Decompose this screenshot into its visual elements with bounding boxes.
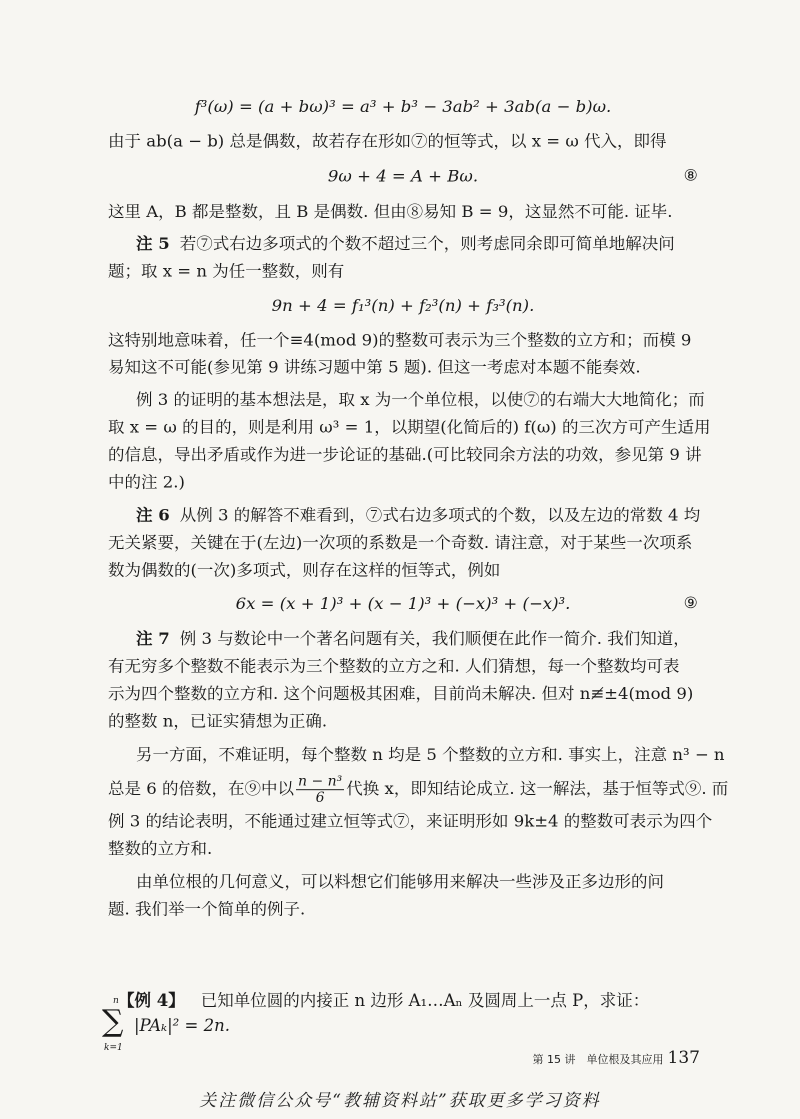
equation-9: 6x = (x + 1)³ + (x − 1)³ + (−x)³ + (−x)³. [235,594,571,613]
paragraph-3-line-2: 易知这不可能(参见第 9 讲练习题中第 5 题). 但这一考虑对本题不能奏效. [108,358,641,377]
note-6-heading: 注 6 [136,505,170,525]
equation-9-number: ⑨ [683,593,698,612]
page-footer [533,1048,700,1068]
fraction-denominator: 6 [315,790,325,806]
note-7-text-1: 例 3 与数论中一个著名问题有关，我们顺便在此作一简介. 我们知道， [179,629,690,649]
note-7-line-2: 有无穷多个整数不能表示为三个整数的立方之和. 人们猜想，每一个整数均可表 [108,656,680,676]
paragraph-4-line-3: 的信息，导出矛盾或作为进一步论证的基础.(可比较同余方法的功效，参见第 9 讲 [108,445,702,464]
example-4-heading: 【例 4】 [118,991,185,1010]
paragraph-3-line-1: 这特别地意味着，任一个≡4(mod 9)的整数可表示为三个整数的立方和；而模 9 [108,330,692,350]
note-7-line-3: 示为四个整数的立方和. 这个问题极其困难，目前尚未解决. 但对 n≢±4(mod 9) [108,684,694,703]
note-5-line-2: 题；取 x = n 为任一整数，则有 [108,261,345,281]
note-5-text-1: 若⑦式右边多项式的个数不超过三个，则考虑同余即可简单地解决问 [179,234,675,254]
example-4-text-1: 已知单位圆的内接正 n 边形 A₁…Aₙ 及圆周上一点 P，求证： [200,991,650,1010]
note-6-line-3: 数为偶数的(一次)多项式，则存在这样的恒等式，例如 [108,560,501,580]
note-6-text-1: 从例 3 的解答不难看到，⑦式右边多项式的个数，以及左边的常数 4 均 [179,505,701,525]
page-number: 137 [667,1048,700,1068]
note-7-line-4: 的整数 n，已证实猜想为正确. [108,711,328,731]
paragraph-4-line-1: 例 3 的证明的基本想法是，取 x 为一个单位根，以使⑦的右端大大地简化；而 [136,390,705,409]
watermark-text: 关注微信公众号“教辅资料站”获取更多学习资料 [199,1091,601,1111]
paragraph-6-line-2: 题. 我们举一个简单的例子. [108,899,306,919]
paragraph-5-text-2a: 总是 6 的倍数，在⑨中以 [108,779,294,799]
sum-body: |PAₖ|² = 2n. [134,1016,230,1035]
paragraph-4-line-4: 中的注 2.) [108,472,185,492]
paragraph-5-line-1: 另一方面，不难证明，每个整数 n 均是 5 个整数的立方和. 事实上，注意 n³ − n [136,745,725,764]
equation-f-cubed: f³(ω) = (a + bω)³ = a³ + b³ − 3ab² + 3ab(a − b)ω. [194,97,612,116]
note-6-line-2: 无关紧要，关键在于(左边)一次项的系数是一个奇数. 请注意，对于某些一次项系 [108,533,693,553]
equation-8: 9ω + 4 = A + Bω. [327,166,479,186]
note-5-heading: 注 5 [136,234,170,254]
equation-8-number: ⑧ [683,165,698,185]
paragraph-4-line-2: 取 x = ω 的目的，则是利用 ω³ = 1，以期望(化简后的) f(ω) 的三次方可产生适用 [108,417,711,437]
sum-upper-limit: n [113,996,119,1006]
paragraph-2: 这里 A，B 都是整数，且 B 是偶数. 但由⑧易知 B = 9，这显然不可能. 证毕. [108,202,673,221]
paragraph-1: 由于 ab(a − b) 总是偶数，故若存在形如⑦的恒等式，以 x = ω 代入，即得 [108,131,667,151]
paragraph-5-line-4: 整数的立方和. [108,839,213,858]
note-7-heading: 注 7 [136,629,170,649]
chapter-label: 第 15 讲 单位根及其应用 [532,1053,664,1066]
paragraph-5-line-3: 例 3 的结论表明，不能通过建立恒等式⑦，来证明形如 9k±4 的整数可表示为四个 [108,811,713,831]
fraction-numerator: n − n³ [298,773,343,790]
equation-9n: 9n + 4 = f₁³(n) + f₂³(n) + f₃³(n). [271,296,535,315]
sum-lower-limit: k=1 [104,1043,123,1053]
sigma-symbol: ∑ [102,1004,124,1039]
paragraph-5-text-2b: 代换 x，即知结论成立. 这一解法，基于恒等式⑨. 而 [346,779,729,799]
paragraph-6-line-1: 由单位根的几何意义，可以料想它们能够用来解决一些涉及正多边形的问 [136,872,664,892]
